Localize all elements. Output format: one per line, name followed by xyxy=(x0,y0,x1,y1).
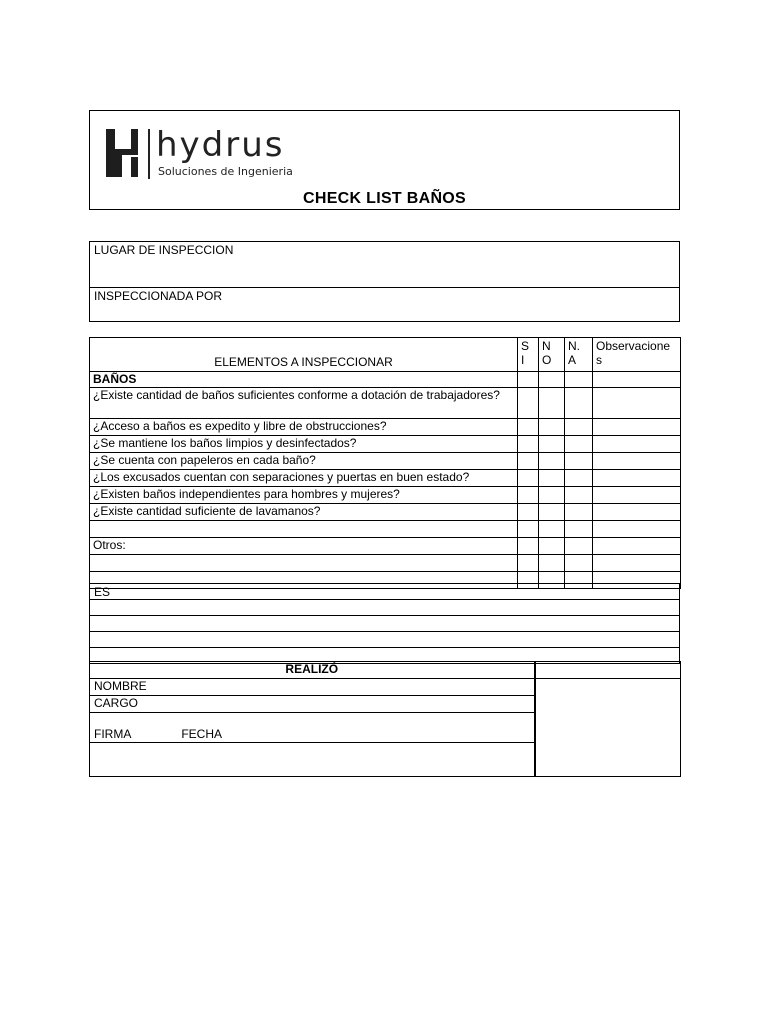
check-na-cell[interactable] xyxy=(565,372,593,388)
column-header-na: N. A xyxy=(565,338,593,372)
observations-cell[interactable] xyxy=(593,487,681,504)
inspection-location-box xyxy=(89,241,680,322)
table-row xyxy=(90,470,681,487)
brand-name: hydrus xyxy=(156,125,285,165)
item-question: ¿Existe cantidad suficiente de lavamanos? xyxy=(90,504,518,521)
logo-divider xyxy=(148,129,150,179)
check-si-cell[interactable] xyxy=(518,372,539,388)
others-label: Otros: xyxy=(90,538,518,555)
check-na-cell[interactable] xyxy=(565,538,593,555)
table-row-empty xyxy=(90,555,681,572)
column-header-no: N O xyxy=(539,338,565,372)
realizo-side-header xyxy=(535,662,681,679)
realizo-title: REALIZÓ xyxy=(90,662,535,679)
empty-item-cell[interactable] xyxy=(90,521,518,538)
check-si-cell[interactable] xyxy=(518,555,539,572)
check-si-cell[interactable] xyxy=(518,470,539,487)
check-no-cell[interactable] xyxy=(539,419,565,436)
table-header-row xyxy=(90,338,681,372)
column-header-observations: Observacione s xyxy=(593,338,681,372)
item-question: ¿Los excusados cuentan con separaciones y puertas en buen estado? xyxy=(90,470,518,487)
check-no-cell[interactable] xyxy=(539,453,565,470)
column-header-si: S I xyxy=(518,338,539,372)
hydrus-logo-icon xyxy=(104,127,144,179)
check-no-cell[interactable] xyxy=(539,487,565,504)
section-title: BAÑOS xyxy=(90,372,518,388)
observations-cell[interactable] xyxy=(593,555,681,572)
inspection-table xyxy=(89,337,681,589)
observations-cell[interactable] xyxy=(593,372,681,388)
check-no-cell[interactable] xyxy=(539,372,565,388)
name-label: NOMBRE xyxy=(94,679,147,693)
item-question: ¿Se mantiene los baños limpios y desinfectados? xyxy=(90,436,518,453)
table-row-empty xyxy=(90,521,681,538)
check-na-cell[interactable] xyxy=(565,419,593,436)
position-field[interactable] xyxy=(90,696,535,713)
check-si-cell[interactable] xyxy=(518,388,539,419)
document-title: CHECK LIST BAÑOS xyxy=(302,190,467,207)
table-row xyxy=(90,436,681,453)
item-question: ¿Acceso a baños es expedito y libre de obstrucciones? xyxy=(90,419,518,436)
check-no-cell[interactable] xyxy=(539,388,565,419)
es-label: ES xyxy=(90,584,680,600)
section-row xyxy=(90,372,681,388)
check-na-cell[interactable] xyxy=(565,487,593,504)
check-na-cell[interactable] xyxy=(565,453,593,470)
observations-cell[interactable] xyxy=(593,504,681,521)
observations-cell[interactable] xyxy=(593,453,681,470)
check-no-cell[interactable] xyxy=(539,436,565,453)
check-si-cell[interactable] xyxy=(518,538,539,555)
item-question: ¿Existen baños independientes para hombres y mujeres? xyxy=(90,487,518,504)
name-field[interactable] xyxy=(90,679,535,696)
check-no-cell[interactable] xyxy=(539,538,565,555)
others-row xyxy=(90,538,681,555)
table-row xyxy=(90,388,681,419)
place-label: LUGAR DE INSPECCION xyxy=(94,243,234,257)
es-line[interactable] xyxy=(90,600,680,616)
signature-label: FIRMA xyxy=(94,727,132,741)
es-table xyxy=(89,583,680,664)
realizo-table xyxy=(89,661,681,777)
item-question: ¿Se cuenta con papeleros en cada baño? xyxy=(90,453,518,470)
observations-cell[interactable] xyxy=(593,419,681,436)
item-question: ¿Existe cantidad de baños suficientes conforme a dotación de trabajadores? xyxy=(90,388,518,419)
check-si-cell[interactable] xyxy=(518,436,539,453)
check-na-cell[interactable] xyxy=(565,555,593,572)
realizo-side-box[interactable] xyxy=(535,679,681,777)
brand-subtitle: Soluciones de Ingenieria xyxy=(158,165,293,178)
check-si-cell[interactable] xyxy=(518,453,539,470)
check-na-cell[interactable] xyxy=(565,504,593,521)
check-na-cell[interactable] xyxy=(565,388,593,419)
empty-item-cell[interactable] xyxy=(90,555,518,572)
check-si-cell[interactable] xyxy=(518,521,539,538)
observations-cell[interactable] xyxy=(593,470,681,487)
date-label: FECHA xyxy=(181,727,223,741)
document-header xyxy=(89,110,680,210)
observations-cell[interactable] xyxy=(593,388,681,419)
signature-space[interactable] xyxy=(90,743,535,777)
es-line[interactable] xyxy=(90,632,680,648)
table-row xyxy=(90,487,681,504)
brand-logo xyxy=(104,127,294,179)
table-row xyxy=(90,419,681,436)
check-no-cell[interactable] xyxy=(539,504,565,521)
signature-date-field[interactable] xyxy=(90,713,535,743)
column-header-elements: ELEMENTOS A INSPECCIONAR xyxy=(90,338,518,372)
check-na-cell[interactable] xyxy=(565,436,593,453)
check-si-cell[interactable] xyxy=(518,487,539,504)
check-no-cell[interactable] xyxy=(539,521,565,538)
inspected-by-label: INSPECCIONADA POR xyxy=(94,289,223,303)
table-row xyxy=(90,453,681,470)
place-field[interactable] xyxy=(90,242,679,288)
check-no-cell[interactable] xyxy=(539,470,565,487)
observations-cell[interactable] xyxy=(593,521,681,538)
inspected-by-field[interactable] xyxy=(90,288,679,322)
check-no-cell[interactable] xyxy=(539,555,565,572)
check-si-cell[interactable] xyxy=(518,419,539,436)
position-label: CARGO xyxy=(94,696,139,710)
check-si-cell[interactable] xyxy=(518,504,539,521)
es-line[interactable] xyxy=(90,616,680,632)
observations-cell[interactable] xyxy=(593,436,681,453)
table-row xyxy=(90,504,681,521)
observations-cell[interactable] xyxy=(593,538,681,555)
check-na-cell[interactable] xyxy=(565,470,593,487)
check-na-cell[interactable] xyxy=(565,521,593,538)
